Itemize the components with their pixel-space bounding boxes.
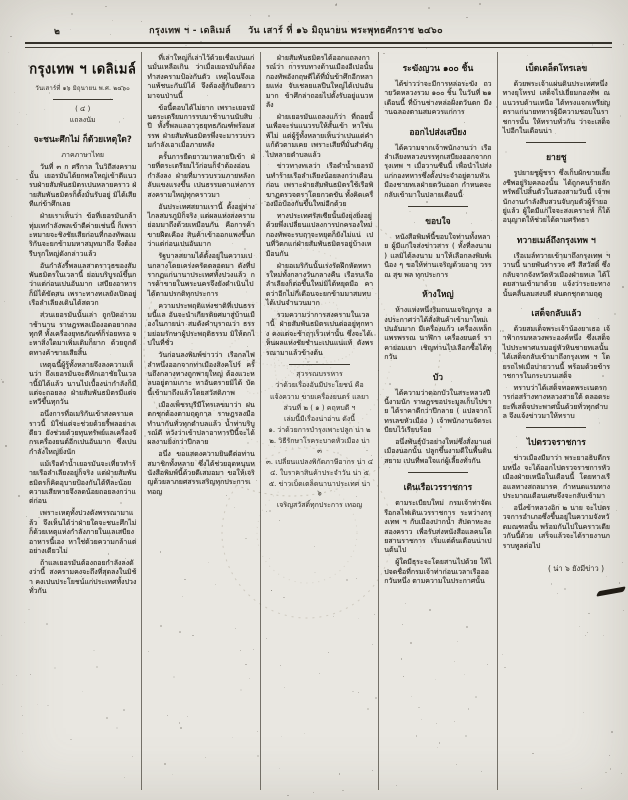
- article-paragraph: ส่วนเยอรมันนั้นเล่า ถูกปิดอ่าวมาช้านาน ราษฎรพลเมืองอดอยากลงทุกที ทั้งเครื่องยุทธภัณฑ์ก็ร่อยหรอ จะหาสิ่งใดมาเพิ่มเติมก็ยาก ด้วยถูกตัดทางค้าขายเสียสิ้น: [29, 311, 137, 357]
- masthead-subtitle: วันเสาร์ที่ ๑๖ มิถุนายน พ.ศ. ๒๔๖๐: [35, 85, 130, 92]
- article-heading: เดินเรือเวรราชการ: [403, 483, 473, 494]
- article-heading: บัว: [432, 372, 443, 383]
- section-rule: [289, 364, 349, 365]
- article-paragraph: อนึ่งการที่อเมริกันเข้าสงครามคราวนี้ มิใช่แต่จะช่วยด้วยรี้พลอย่างเดียว ยังช่วยด้วยทุนทรัพย์แลเครื่องจักรเครื่องยนต์อีกเปนอันมาก ซึ่งเปนกำลังใหญ่ยิ่งนัก: [29, 410, 137, 456]
- article-paragraph: ฝ่ายสัมพันธมิตรได้ออกแถลงการณ์ว่า การรบทางด้านเมืองอีเปอนั้น กองทัพอังกฤษตีได้ที่มั่นข้าศึกอีกหลายแห่ง จับเชลยแลปืนใหญ่ได้เปนอันมาก ข้าศึกล่าถอยไปตั้งรับอยู่แนวหลัง: [265, 54, 374, 110]
- article-paragraph: ข้อนี้ตอบได้ไม่ยาก เพราะเยอรมันตระเตรียมการรบมาช้านานนับสิบปี ทั้งรี้พลแลอาวุธยุทธภัณฑ์พร้อมสรรพ ฝ่ายสัมพันธมิตรพึ่งจะมารวบรวมกำลังเอาเมื่อภายหลัง: [147, 103, 255, 150]
- centered-line: สุวรรณบรรหาร: [296, 370, 343, 379]
- article-paragraph: ที่เล่าใหญ่ก็เล่าไว้ด้วยเชื่อเปนแก่นมั่นเหลือเกิน ว่าเมื่อเยอรมันก็ต้องทำสงครามป้องกันตัว เหตุไฉนจึงเอาแพ้ชนะกันมิได้ จึงต้องสู้กันยืดยาวมาจนป่านนี้: [147, 54, 255, 100]
- article-heading: ทวายเมล์ถึงกรุงเทพ ฯ: [516, 235, 596, 246]
- article-paragraph: อนึ่ง ขอแสดงความยินดีต่อท่านสมาชิกทั้งหลาย ซึ่งได้ช่วยอุดหนุนหนังสือพิมพ์นี้ด้วยดีเสมอมา ขอให้เจริญด้วยลาภยศสรรเสริญทุกประการเทอญ: [147, 450, 255, 496]
- article-paragraph: เหตุฉนี้ผู้รู้ทั้งหลายจึงลงความเห็นว่า ถึงเยอรมันจะตีหักเอาชัยในเวลานี้มิได้แล้ว นานไปเบื้องน่ากำลังก็มีแต่จะถอยลง ฝ่ายสัมพันธมิตรมีแต่จะทวีขึ้นทุกวัน: [29, 360, 137, 407]
- article-paragraph: ทางประเทศรัสเซียนั้นยังยุ่งยิ่งอยู่ ด้วยพึ่งเปลี่ยนแปลงการปกครองใหม่ กองทัพจะรบฤๅจะหยุดก็ยังไม่แน่ เปนที่วิตกแก่ฝ่ายสัมพันธมิตรอยู่บ้างเหมือนกัน: [265, 212, 374, 258]
- news-column-3: [261, 52, 378, 790]
- article-paragraph: อันประเทศสยามเรานี้ ตั้งอยู่ห่างไกลสมรภูมิก็จริง แต่ผลแห่งสงครามย่อมมาถึงด้วยเหมือนกัน คือการค้าขายฝืดเคือง สินค้าเข้าออกแพงขึ้นกว่าแต่ก่อนเปนอันมาก: [147, 202, 255, 249]
- section-rule: [526, 427, 586, 428]
- continuation-note: ( น่า ๖ ยังมีข่าว ): [547, 564, 605, 574]
- article-paragraph: อนึ่งพันธุ์บัวอย่างใหม่ซึ่งสั่งมาแต่เมืองนอกนั้น ปลูกขึ้นงามดีในพื้นดินสยาม เปนที่พอใจแก่ผู้เลี้ยงทั่วกัน: [384, 438, 492, 465]
- article-paragraph: อนึ่งข้าหลวงอิก ๒ นาย จะไปตรวจการอำเภอซึ่งขึ้นอยู่ในความจังหวัดมณฑลนั้น พร้อมกันไปในคราวเดียวกันนี้ด้วย เสร็จแล้วจะได้รายงานกราบทูลต่อไป: [502, 504, 611, 550]
- section-rule: [526, 142, 586, 143]
- article-paragraph: รูปยายชูผู้ชรา ซึ่งเก็บผักขายเลี้ยงชีพอยู่ริมคลองนั้น ได้ถูกคนร้ายลักทรัพย์ไปสิ้นตัวในสองสามวันนี้ เจ้าพนักงานกำลังสืบสวนจับกุมตัวผู้ร้ายอยู่แล้ว ผู้ใดมีแก่ใจจะสงเคราะห์ ก็ได้อนุญาตให้ช่วยได้ตามศรัทธา: [502, 169, 611, 225]
- article-paragraph: อันกำลังรี้พลแลสาตราวุธของสัมพันธมิตรในเวลานี้ ย่อมบริบูรณ์ขึ้นกว่าแต่ก่อนเปนอันมาก เสบียงอาหารก็มิได้ขัดสน เพราะทางทเลยังเปิดอยู่ เรือลำเลียงเดินได้สดวก: [29, 261, 137, 308]
- column-divider: [378, 52, 379, 790]
- article-heading: ขอบใจ: [425, 217, 451, 228]
- article-paragraph: รัฐบาลสยามได้ตั้งอยู่ในความเปนกลางโดยเคร่งครัดตลอดมา ดังที่ปรากฏแก่นานาประเทศทั้งปวงแล้ว การค้าขายในพระนครจึงยังดำเนินไปได้ตามปรกติทุกประการ: [147, 252, 255, 298]
- column-divider: [141, 52, 142, 790]
- article-paragraph: วันที่ ๓ ก ศรีกาล ในวิถีสงครามนั้น เยอรมันได้ยกพลใหญ่เข้าตีแนวรบฝ่ายสัมพันธมิตรเปนหลายคราว ฝ่ายสัมพันธมิตรก็ตั้งมั่นรับอยู่ มิได้เสียทีแก่ข้าศึกเลย: [29, 162, 137, 209]
- article-paragraph: ได้ความว่าดอกบัวในสระหลวงปีนี้งามนัก ราษฎรขอประมูลเก็บไปขาย ได้ราคาดีกว่าปีกลาย ( แปลจากโทรเลขหัวเมือง ) เจ้าพนักงานจัดระเบียบไว้เรียบร้อย: [384, 388, 492, 435]
- column-divider: [260, 52, 261, 790]
- header-rule: [25, 42, 612, 48]
- article-paragraph: ทราบว่าได้เสด็จทอดพระเนตรการก่อสร้างทางหลวงสายใต้ ตลอดระยะที่เสด็จประพาศนั้นด้วยทั่วทุกตำบล จึงแจ้งข่าวมาให้ทราบ: [502, 383, 611, 421]
- article-heading: จะชนะศึกไม่ ก็ด้วยเหตุใด?: [33, 135, 132, 146]
- page-header: [0, 23, 628, 39]
- article-paragraph: ข่าวทางทเลว่า เรือดำน้ำเยอรมันทำร้ายเรือลำเลียงน้อยลงกว่าเดือนก่อน เพราะฝ่ายสัมพันธมิตรใช้เรือพิฆาฏตรวจตราโดยกวดขัน ทั้งคิดเครื่องมือป้องกันขึ้นใหม่อีกด้วย: [265, 162, 374, 209]
- centered-line: ( ๔ ): [75, 105, 91, 113]
- article-paragraph: แม้เรือดำน้ำเยอรมันจะเที่ยวทำร้ายเรือลำเลียงอยู่ก็จริง แต่ฝ่ายสัมพันธมิตรก็คิดอุบายป้องกันได้ทีละน้อย ความเสียหายจึงลดน้อยถอยลงกว่าแต่ก่อน: [29, 459, 137, 506]
- article-heading: ออกไปส่งเสบียง: [409, 127, 467, 138]
- article-paragraph: ผู้ใดมีธุระจะโดยสานไปด้วย ให้ไปจดชื่อที่กรมเจ้าท่าก่อนเวลาเรือออกวันหนึ่ง ตามความในประกาศนั้น: [384, 558, 492, 586]
- article-paragraph: ด้วยพระเจ้าแผ่นดินประเทศหนึ่งทางยุโหรป เสด็จไปเยี่ยมกองทัพ ณ แนวรบด้านเหนือ ได้ทรงแจกเหรียญตราแก่นายทหารผู้มีความชอบในราชการนั้น ให้ทราบทั่วกัน ว่าจะเสด็จไปอีกในเดือนน่า: [502, 80, 611, 136]
- article-paragraph: วันก่อนลงพิมพ์ข่าวว่า เรือกลไฟลำหนึ่งออกจากท่าเมืองสิงคโปร์ ครั้นถึงกลางทางถูกพายุใหญ่ ต้องแวะหลบอยู่ตามเกาะ หาอันตรายมิได้ บัดนี้เข้ามาถึงแล้วโดยสวัสดิภาพ: [147, 351, 255, 397]
- news-column-1: [24, 52, 141, 790]
- article-paragraph: ครั้นการยืดยาวมาหลายปีเข้า ฝ่ายที่ตระเตรียมไว้ก่อนก็จำต้องอ่อนกำลังลง ฝ่ายที่มารวบรวมภายหลังกลับแขงแรงขึ้น เปนธรรมดาแห่งการสงครามใหญ่ทุกคราวมา: [147, 153, 255, 199]
- centered-line: ๑. ว่าด้วยการบำรุงเพาะปลูก น่า ๒: [268, 426, 371, 435]
- section-rule: [408, 472, 468, 473]
- article-paragraph: ฝ่ายเราเห็นว่า ข้อที่เยอรมันกล้าทุ่มเทกำลังพลเข้าตีค่ายเช่นนี้ ก็เพราะหมายจะชิงชัยเสียก่อนที่กองทัพอเมริกันจะยกข้ามมหาสมุทมาถึง จึงต้องรีบรุกใหญ่ดังกล่าวแล้ว: [29, 212, 137, 258]
- article-heading: ห้างใหญ่: [422, 290, 454, 301]
- centered-line: ๔. ใบราคาสินค้าประจำวัน น่า ๕: [270, 468, 369, 477]
- article-heading: เสด็จกลับแล้ว: [531, 308, 582, 319]
- centered-line: เล่มนี้มีเรื่องน่าอ่าน ดังนี้: [283, 414, 356, 423]
- centered-line: แจ้งความ ขายเครื่องยนตร์ แลยา: [270, 392, 369, 401]
- centered-line: ๒. วิธีรักษาโรคระบาดหัวเมือง น่า ๓: [269, 437, 370, 455]
- centered-line: ๓. เปลี่ยนแปลงพิกัดภาษีอากร น่า ๔: [265, 457, 374, 466]
- news-column-5: [498, 52, 615, 790]
- centered-line: ภาคภาษาไทย: [61, 151, 104, 160]
- news-column-2: [142, 52, 259, 790]
- masthead-title: กรุงเทพ ฯ เดลิเมล์: [29, 61, 137, 78]
- columns-container: [24, 52, 615, 790]
- centered-line: เจริญสวัสดิ์ทุกประการ เทอญ: [276, 500, 363, 509]
- dateline: กรุงเทพ ฯ - เดลิเมล์ วัน เสาร์ ที่ ๑๖ มิถุนายน พระพุทธศักราช ๒๔๖๐: [149, 26, 443, 36]
- article-heading: ไปตรวจราชการ: [526, 438, 586, 449]
- article-paragraph: ได้ความจากเจ้าพนักงานว่า เรือลำเลียงหลวงบรรทุกเสบียงออกจากกรุงเทพ ฯ เมื่อวานซืนนี้ เพื่อนำไปส่งแก่กองทหารซึ่งตั้งประจำอยู่ตามหัวเมืองชายทเลฝ่ายตวันออก กำหนดจะกลับเข้ามาในปลายเดือนนี้: [384, 143, 492, 199]
- centered-line: ส่วนที่ ๒ ( ๑ ) คฤหบดี ฯ: [283, 403, 356, 412]
- article-paragraph: ฝ่ายอเมริกันนั้นเร่งรัดฝึกหัดทหารใหม่ทั้งกลางวันกลางคืน เรือรบเรือลำเลียงก็ต่อขึ้นใหม่มิได้หยุดมือ คาดว่าอีกไม่กี่เดือนจะยกข้ามมาสมทบได้เปนจำนวนมาก: [265, 261, 374, 308]
- article-paragraph: ความประพฤติแห่งชาติที่เปนธรรมนี้แล อันจะนำเกียรติยศมาสู่บ้านเมืองในภายน่า สมดังคำบุราณว่า ธรรมย่อมรักษาผู้ประพฤติธรรม มิให้ตกไปในที่ชั่ว: [147, 301, 255, 348]
- article-paragraph: ด้วยสมเด็จพระเจ้าน้องยาเธอ เจ้าฟ้ากรมหลวงพระองค์หนึ่ง ซึ่งเสด็จไปประพาศแรมอยู่หัวหินชายทเลนั้น ได้เสด็จกลับเข้ามาถึงกรุงเทพ ฯ โดยรถไฟเมื่อบ่ายวานนี้ พร้อมด้วยข้าราชการในกระบวนเสด็จ: [502, 324, 611, 380]
- page-number: ๒: [54, 27, 60, 37]
- article-paragraph: หนังสือพิมพ์นี้ขอบใจท่านทั้งหลาย ผู้มีแก่ใจส่งข่าวสาร ( ทั้งที่ลงนาม ) แลมิได้ลงนาม มาให้เลือกลงพิมพ์เนือง ๆ ขอให้ท่านเจริญด้วยอายุ วรรณ สุข พล ทุกประการ: [384, 233, 492, 279]
- centered-line: ว่าด้วยเรื่องอันมีประโยชน์ คือ: [275, 381, 364, 390]
- article-paragraph: เพราะเหตุทั้งปวงดังพรรณามาแล้ว จึงเห็นได้ว่าฝ่ายใดจะชนะศึกไม่ ก็ด้วยเหตุแห่งกำลังภายในแลเสบียงอาหารนี้เอง หาใช่ด้วยความกล้าแต่อย่างเดียวไม่: [29, 509, 137, 555]
- column-divider: [497, 52, 498, 790]
- centered-line: ๕. ข่าวเบ็ดเตล็ดนานาประเทศ น่า ๖: [268, 480, 371, 498]
- news-column-4: [379, 52, 496, 790]
- article-paragraph: รวมความว่าการสงครามในเวลานี้ ฝ่ายสัมพันธมิตรเปนต่ออยู่ทุกทาง คงแต่จะช้าฤๅเร็วเท่านั้น ซึ่งจะได้เห็นผลแห่งชัยชำนะเปนแน่แท้ ดังพรรณามาแล้วข้างต้น: [265, 311, 374, 357]
- article-heading: ระฆังญวน ๑๐๐ ชิ้น: [402, 64, 474, 74]
- article-paragraph: ได้ข่าวว่าจะมีการหล่อระฆัง ถวายวัดหลวงรวม ๑๐๐ ชิ้น ในวันที่ ๒๑ เดือนนี้ ที่บ้านช่างหล่อฝั่งตวันตก มีงานฉลองตามสมควรแก่การ: [384, 80, 492, 117]
- article-paragraph: ห้างแห่งหนึ่งริมถนนเจริญกรุง ลงประกาศว่าได้สั่งสินค้าเข้ามาใหม่เปนอันมาก มีเครื่องแก้ว เครื่องเหล็ก แพรพรรณ นาฬิกา เครื่องยนตร์ ราคาย่อมเยา เชิญท่านไปเลือกซื้อได้ทุกวัน: [384, 306, 492, 362]
- article-paragraph: ฝ่ายเยอรมันแถลงแก้ว่า ที่ถอยนั้นเพื่อจะร่นแนวรบให้สั้นเข้า หาใช่แพ้ไม่ แต่ผู้รู้ทั้งหลายเห็นว่าเปนแต่คำแก้ตัวตามเคย เพราะเสียที่มั่นสำคัญไปหลายตำบลแล้ว: [265, 112, 374, 159]
- article-heading: ยายชู: [546, 153, 567, 164]
- article-paragraph: ตามระเบียบใหม่ กรมเจ้าท่าจัดเรือกลไฟเดินเวรราชการ ระหว่างกรุงเทพ ฯ กับเมืองปากน้ำ สัปดาหะละสองคราว เพื่อรับส่งหนังสือแลคนโดยสานราชการ เริ่มแต่ต้นเดือนน่าเปนต้นไป: [384, 499, 492, 555]
- section-rule: [408, 206, 468, 207]
- article-paragraph: เรือเมล์ทวายเข้ามาถึงกรุงเทพ ฯ วานนี้ นายพันตำรวจ ศรี สีสวัสดิ์ ซึ่งกลับจากจังหวัดหัวเมืองฝ่ายทเล ได้โดยสานเข้ามาด้วย แจ้งว่าระยะทางนั้นคลื่นลมสงบดี ฝนตกชุกตามฤดู: [502, 251, 611, 298]
- article-paragraph: เมืองเพ็ชรบุรีมีโทรเลขมาว่า ฝนตกชุกต้องตามฤดูกาล ราษฎรลงมือทำนากันทั่วทุกตำบลแล้ว น้ำท่าบริบูรณ์ดี หวังว่าเข้าปลาอาหารปีนี้จะได้ผลงามยิ่งกว่าปีกลาย: [147, 400, 255, 447]
- article-paragraph: ถ้าแลเยอรมันต้องถอยกำลังลงดังว่านี้ สงครามคงจะถึงที่สุดลงในมิช้า คงเปนประโยชน์แก่ประเทศทั้งปวงทั่วกัน: [29, 558, 137, 596]
- section-rule: [53, 99, 113, 100]
- article-paragraph: ข่าวเมืองมีมาว่า พระยาอธิบดีกรมหนึ่ง จะได้ออกไปตรวจราชการหัวเมืองฝ่ายเหนือในเดือนนี้ โดยทางเรือแลทางสถลมารค กำหนดแรมทางประมาณเดือนเศษจึงจะกลับเข้ามา: [502, 454, 611, 501]
- article-heading: เบ็ดเตล็ดโทรเลข: [525, 64, 588, 74]
- centered-line: แถลงนัม: [69, 116, 96, 125]
